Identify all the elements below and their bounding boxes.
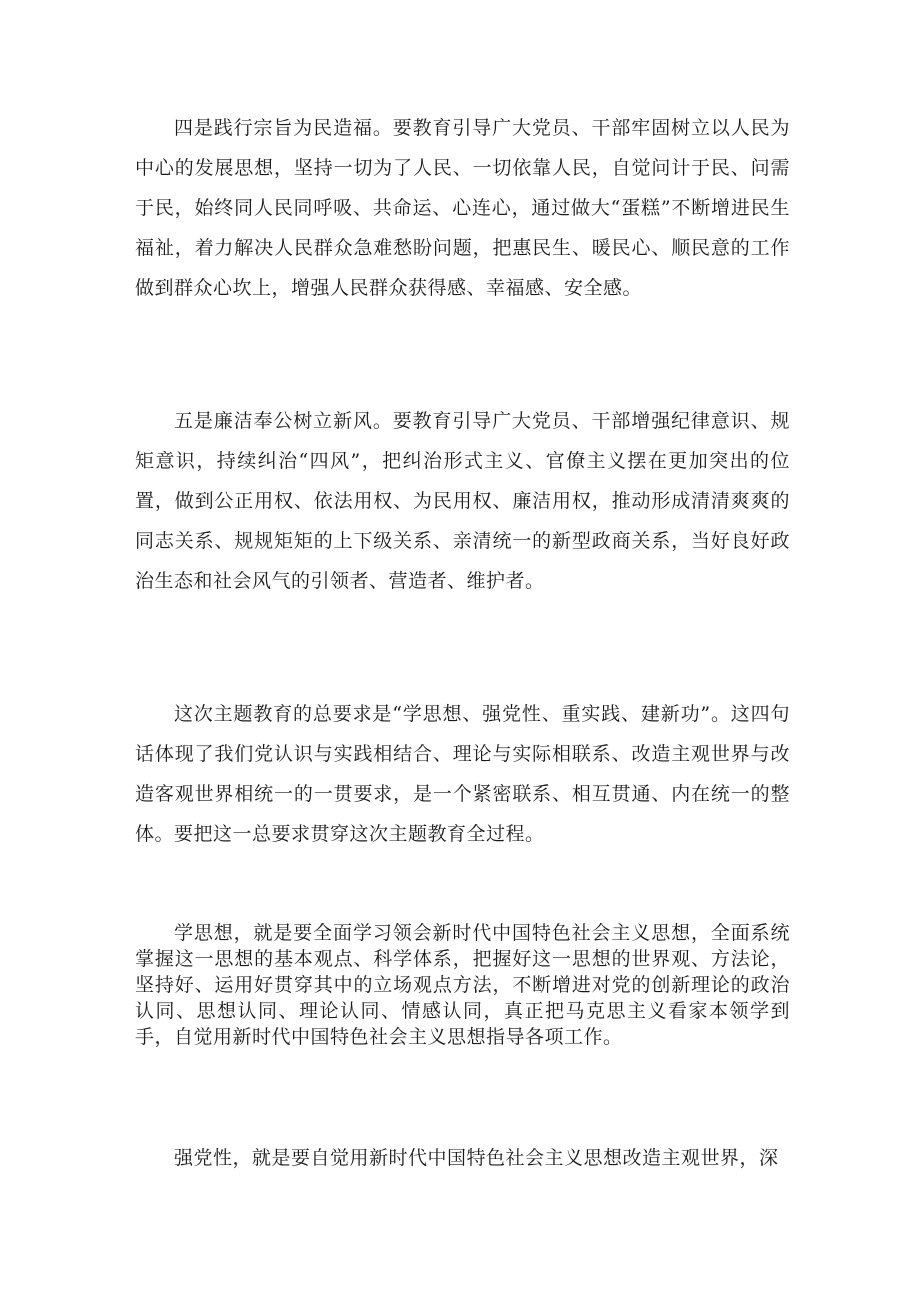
paragraph-strengthen-party-spirit: 强党性，就是要自觉用新时代中国特色社会主义思想改造主观世界，深	[174, 1147, 779, 1169]
paragraph-serving-people: 四是践行宗旨为民造福。要教育引导广大党员、干部牢固树立以人民为中心的发展思想，坚持一切为了人民、一切依靠人民，自觉问计于民、问需于民，始终同人民同呼吸、共命运、心连心，通过做大“蛋糕”不断增进民生福祉，着力解决人民群众急难愁盼问题，把惠民生、暖民心、顺民意的工作做到群众心坎上，增强人民群众获得感、幸福感、安全感。	[135, 117, 790, 299]
paragraph-study-thought: 学思想，就是要全面学习领会新时代中国特色社会主义思想，全面系统掌握这一思想的基本观点、科学体系，把握好这一思想的世界观、方法论，坚持好、运用好贯穿其中的立场观点方法，不断增进对党的创新理论的政治认同、思想认同、理论认同、情感认同，真正把马克思主义看家本领学到手，自觉用新时代中国特色社会主义思想指导各项工作。	[135, 922, 790, 1048]
paragraph-general-requirements: 这次主题教育的总要求是“学思想、强党性、重实践、建新功”。这四句话体现了我们党认识与实践相结合、理论与实际相联系、改造主观世界与改造客观世界相统一的一贯要求，是一个紧密联系、相互贯通、内在统一的整体。要把这一总要求贯穿这次主题教育全过程。	[135, 703, 790, 845]
paragraph-clean-governance: 五是廉洁奉公树立新风。要教育引导广大党员、干部增强纪律意识、规矩意识，持续纠治“四风”，把纠治形式主义、官僚主义摆在更加突出的位置，做到公正用权、依法用权、为民用权、廉洁用权，推动形成清清爽爽的同志关系、规规矩矩的上下级关系、亲清统一的新型政商关系，当好良好政治生态和社会风气的引领者、营造者、维护者。	[135, 410, 790, 592]
